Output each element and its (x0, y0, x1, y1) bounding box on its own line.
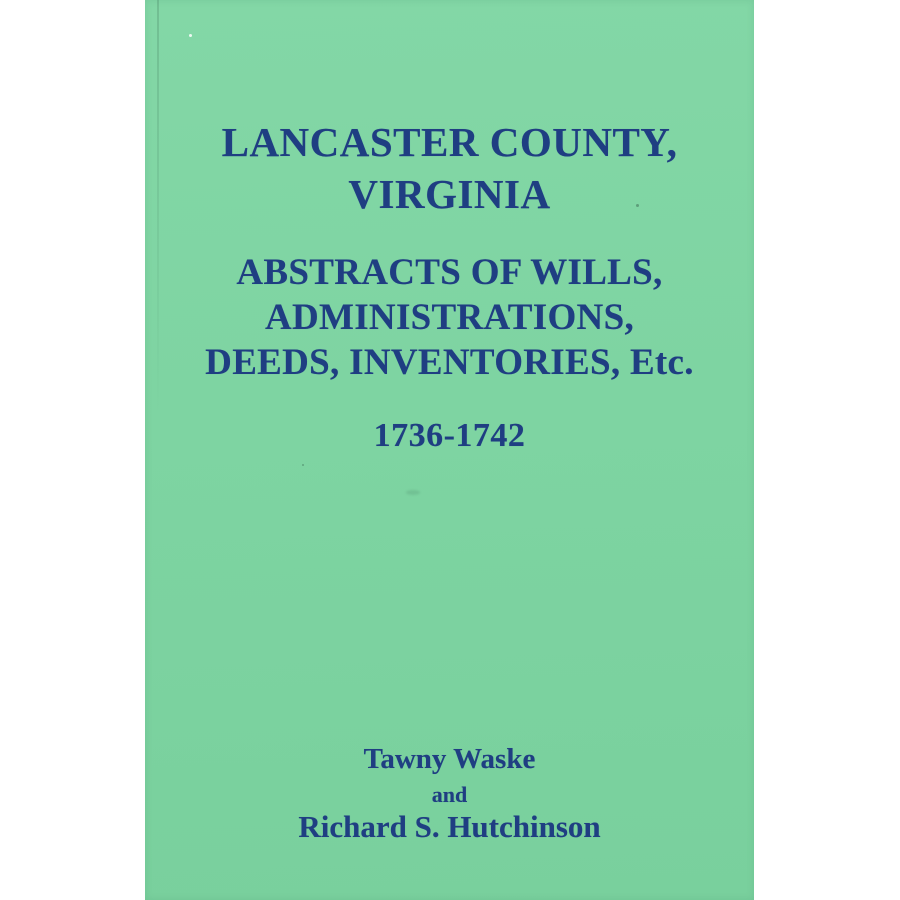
authors-conjunction: and (431, 782, 468, 807)
book-cover (145, 0, 754, 900)
book-title-line2: VIRGINIA (348, 171, 551, 217)
book-subtitle-line1: ABSTRACTS OF WILLS, (236, 252, 663, 293)
book-subtitle (145, 250, 754, 385)
author-name-2: Richard S. Hutchinson (298, 809, 601, 844)
book-subtitle-line3: DEEDS, INVENTORIES, Etc. (205, 342, 694, 383)
book-title-line1: LANCASTER COUNTY, (221, 119, 678, 165)
author-name-1: Tawny Waske (363, 743, 536, 775)
book-subtitle-line2: ADMINISTRATIONS, (264, 297, 635, 338)
date-range: 1736-1742 (373, 417, 526, 454)
